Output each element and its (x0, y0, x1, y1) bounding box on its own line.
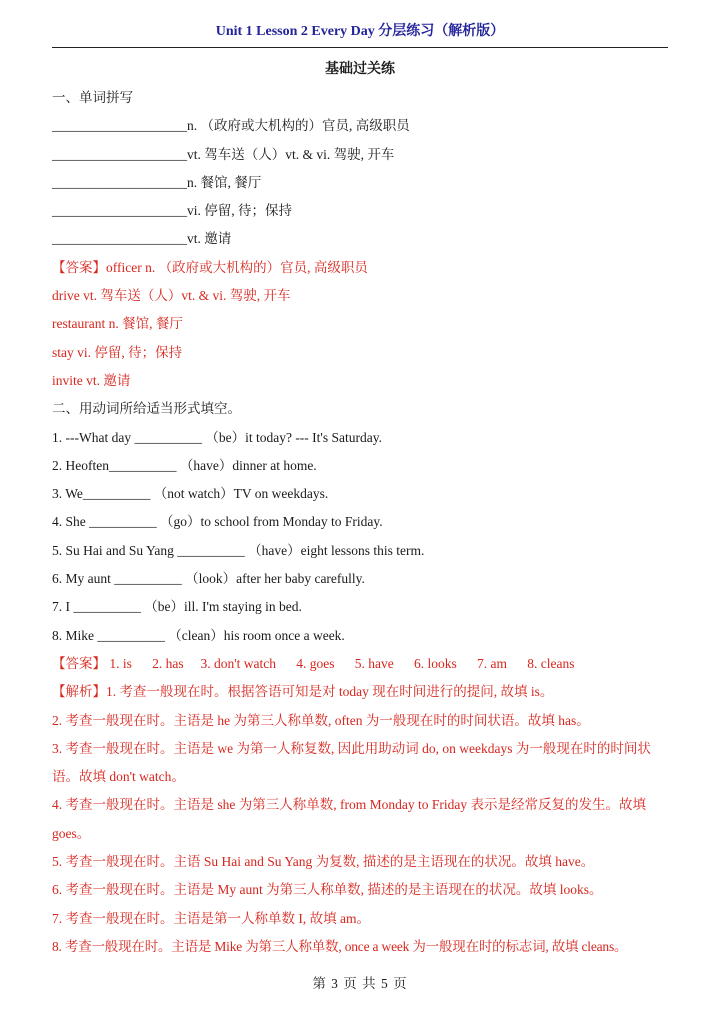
fill-answer-line: 【答案】 1. is 2. has 3. don't watch 4. goes 5. have 6. looks 7. am 8. cleans (52, 655, 575, 671)
fill-question: 4. She __________ （go）to school from Monday to Friday. (52, 514, 383, 530)
analysis-item: 2. 考查一般现在时。主语是 he 为第三人称单数, often 为一般现在时的时间状语。故填 has。 (52, 712, 590, 728)
analysis-item: 5. 考查一般现在时。主语 Su Hai and Su Yang 为复数, 描述的是主语现在的状况。故填 have。 (52, 854, 595, 870)
analysis-item: 8. 考查一般现在时。主语是 Mike 为第三人称单数, once a week 为一般现在时的标志词, 故填 cleans。 (52, 938, 628, 954)
fill-question: 3. We__________ （not watch）TV on weekdays. (52, 486, 329, 502)
analysis-item: 【解析】1. 考查一般现在时。根据答语可知是对 today 现在时间进行的提问, 故填 is。 (52, 684, 554, 700)
vocab-question: ____________________vt. 驾车送（人）vt. & vi. 驾驶, 开车 (52, 146, 395, 162)
analysis-item: 7. 考查一般现在时。主语是第一人称单数 I, 故填 am。 (52, 910, 370, 926)
vocab-question: ____________________n. （政府或大机构的）官员, 高级职员 (52, 118, 410, 134)
document-body (52, 84, 676, 961)
vocab-question: ____________________vi. 停留, 待；保持 (52, 203, 293, 219)
part2-heading: 二、用动词所给适当形式填空。 (52, 401, 241, 417)
vocab-question: ____________________vt. 邀请 (52, 231, 232, 247)
analysis-item: 3. 考查一般现在时。主语是 we 为第一人称复数, 因此用助动词 do, on weekdays 为一般现在时的时间状语。故填 don't watch。 (52, 740, 651, 785)
analysis-item: 4. 考查一般现在时。主语是 she 为第三人称单数, from Monday to Friday 表示是经常反复的发生。故填 goes。 (52, 797, 646, 841)
analysis-item: 6. 考查一般现在时。主语是 My aunt 为第三人称单数, 描述的是主语现在的状况。故填 looks。 (52, 882, 603, 898)
vocab-answer: drive vt. 驾车送（人）vt. & vi. 驾驶, 开车 (52, 288, 291, 304)
document-header-title: Unit 1 Lesson 2 Every Day 分层练习（解析版） (215, 24, 505, 39)
vocab-question: ____________________n. 餐馆, 餐厅 (52, 174, 262, 190)
fill-question: 2. Heoften__________ （have）dinner at home. (52, 457, 317, 473)
fill-question: 8. Mike __________ （clean）his room once a week. (52, 627, 345, 643)
fill-question: 7. I __________ （be）ill. I'm staying in bed. (52, 599, 302, 615)
page-number: 第 3 页 共 5 页 (312, 976, 408, 991)
vocab-answer: 【答案】officer n. （政府或大机构的）官员, 高级职员 (52, 259, 368, 275)
fill-question: 5. Su Hai and Su Yang __________ （have）eight lessons this term. (52, 542, 425, 558)
vocab-answer: stay vi. 停留, 待；保持 (52, 344, 183, 360)
header-divider (52, 47, 668, 48)
vocab-answer: invite vt. 邀请 (52, 372, 131, 388)
vocab-answer: restaurant n. 餐馆, 餐厅 (52, 316, 183, 332)
part1-heading: 一、单词拼写 (52, 90, 133, 105)
fill-question: 1. ---What day __________ （be）it today? --- It's Saturday. (52, 429, 382, 445)
section-title: 基础过关练 (325, 62, 395, 77)
fill-question: 6. My aunt __________ （look）after her baby carefully. (52, 571, 365, 587)
